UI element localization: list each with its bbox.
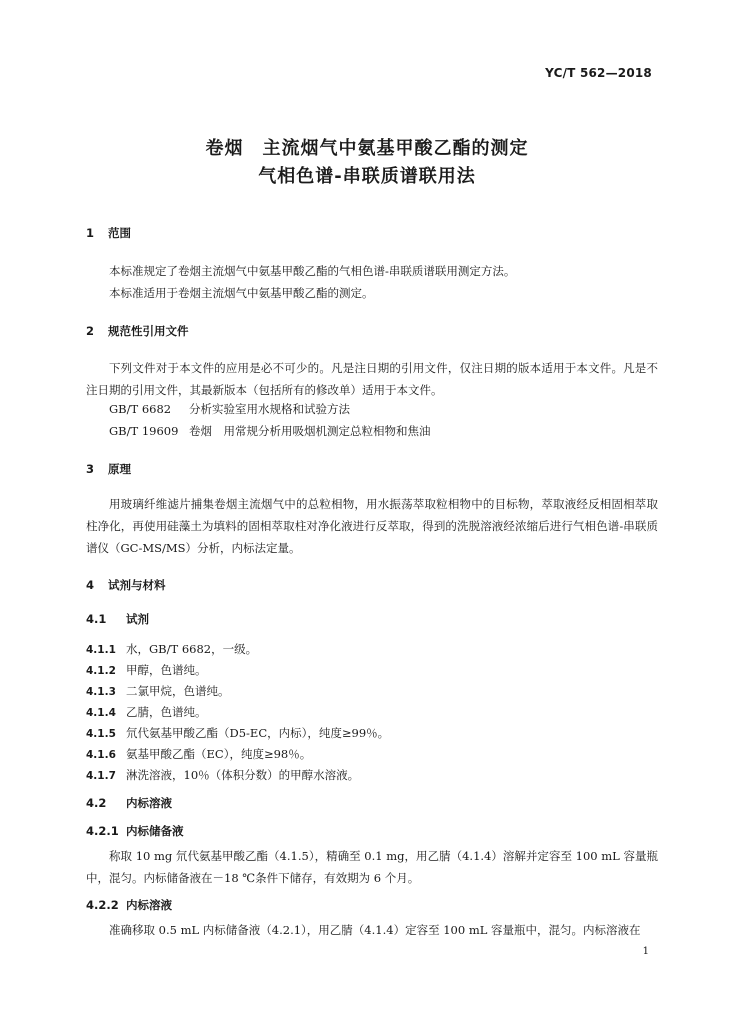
section-number: 2 bbox=[86, 324, 95, 338]
paragraph bbox=[86, 919, 658, 941]
item-number: 4.1.4 bbox=[86, 707, 116, 719]
list-item bbox=[86, 641, 257, 657]
paragraph-text: 准确移取 0.5 mL 内标储备液（4.2.1），用乙腈（4.1.4）定容至 100 mL 容量瓶中，混匀。内标溶液在 bbox=[109, 923, 641, 937]
list-item bbox=[86, 704, 207, 720]
paragraph bbox=[86, 493, 658, 559]
paragraph: 本标准适用于卷烟主流烟气中氨基甲酸乙酯的测定。 bbox=[109, 286, 374, 300]
normative-reference bbox=[109, 423, 431, 439]
list-item bbox=[86, 662, 207, 678]
document-title-line-2: 气相色谱-串联质谱联用法 bbox=[258, 166, 476, 187]
item-text: 二氯甲烷，色谱纯。 bbox=[126, 684, 230, 698]
item-text: 甲醇，色谱纯。 bbox=[126, 663, 207, 677]
section-heading-1 bbox=[86, 225, 131, 241]
section-title: 规范性引用文件 bbox=[108, 324, 189, 338]
item-number: 4.1.6 bbox=[86, 749, 116, 761]
section-heading-3 bbox=[86, 461, 131, 477]
section-number: 4.2.1 bbox=[86, 824, 119, 838]
subsection-heading-4-1 bbox=[86, 611, 149, 627]
reference-title: 卷烟 用常规分析用吸烟机测定总粒相物和焦油 bbox=[189, 424, 431, 438]
section-number: 3 bbox=[86, 462, 95, 476]
paragraph-text: 称取 10 mg 氘代氨基甲酸乙酯（4.1.5），精确至 0.1 mg，用乙腈（4.1.4）溶解并定容至 100 mL 容量瓶中，混匀。内标储备液在－18 ℃条件下储存，有效期为 6 个月。 bbox=[86, 849, 658, 885]
item-text: 氘代氨基甲酸乙酯（D5-EC，内标），纯度≥99％。 bbox=[126, 726, 390, 740]
list-item bbox=[86, 683, 230, 699]
section-number: 4.1 bbox=[86, 612, 107, 626]
item-number: 4.1.5 bbox=[86, 728, 116, 740]
section-title: 范围 bbox=[108, 226, 131, 240]
item-text: 氨基甲酸乙酯（EC），纯度≥98％。 bbox=[126, 747, 312, 761]
section-heading-4 bbox=[86, 577, 166, 593]
item-text: 水，GB/T 6682，一级。 bbox=[126, 642, 258, 656]
subsection-heading-4-2-1 bbox=[86, 823, 184, 839]
reference-code: GB/T 6682 bbox=[109, 402, 172, 416]
item-number: 4.1.7 bbox=[86, 770, 116, 782]
item-number: 4.1.1 bbox=[86, 644, 116, 656]
paragraph-text: 下列文件对于本文件的应用是必不可少的。凡是注日期的引用文件，仅注日期的版本适用于本文件。凡是不注日期的引用文件，其最新版本（包括所有的修改单）适用于本文件。 bbox=[86, 361, 658, 397]
section-number: 4 bbox=[86, 578, 95, 592]
section-title: 内标溶液 bbox=[126, 898, 172, 912]
standard-number: YC/T 562—2018 bbox=[545, 66, 652, 80]
item-text: 乙腈，色谱纯。 bbox=[126, 705, 207, 719]
paragraph-text: 用玻璃纤维滤片捕集卷烟主流烟气中的总粒相物，用水振荡萃取粒相物中的目标物，萃取液经反相固相萃取柱净化，再使用硅藻土为填料的固相萃取柱对净化液进行反萃取，得到的洗脱溶液经浓缩后进行气相色谱-串联质谱仪（GC-MS/MS）分析，内标法定量。 bbox=[86, 497, 658, 555]
item-number: 4.1.2 bbox=[86, 665, 116, 677]
subsection-heading-4-2 bbox=[86, 795, 172, 811]
list-item bbox=[86, 767, 359, 783]
reference-code: GB/T 19609 bbox=[109, 424, 179, 438]
section-title: 原理 bbox=[108, 462, 131, 476]
section-number: 4.2 bbox=[86, 796, 107, 810]
document-title-line-1: 卷烟 主流烟气中氨基甲酸乙酯的测定 bbox=[205, 138, 529, 159]
section-heading-2 bbox=[86, 323, 189, 339]
reference-title: 分析实验室用水规格和试验方法 bbox=[189, 402, 350, 416]
section-title: 试剂 bbox=[126, 612, 149, 626]
subsection-heading-4-2-2 bbox=[86, 897, 172, 913]
section-title: 内标溶液 bbox=[126, 796, 172, 810]
section-number: 4.2.2 bbox=[86, 898, 119, 912]
item-text: 淋洗溶液，10％（体积分数）的甲醇水溶液。 bbox=[126, 768, 360, 782]
paragraph bbox=[86, 357, 658, 401]
section-title: 试剂与材料 bbox=[108, 578, 166, 592]
paragraph: 本标准规定了卷烟主流烟气中氨基甲酸乙酯的气相色谱-串联质谱联用测定方法。 bbox=[109, 264, 516, 278]
normative-reference bbox=[109, 401, 350, 417]
page-number: 1 bbox=[642, 946, 649, 957]
item-number: 4.1.3 bbox=[86, 686, 116, 698]
section-title: 内标储备液 bbox=[126, 824, 184, 838]
list-item bbox=[86, 746, 311, 762]
list-item bbox=[86, 725, 389, 741]
section-number: 1 bbox=[86, 226, 95, 240]
paragraph bbox=[86, 845, 658, 889]
